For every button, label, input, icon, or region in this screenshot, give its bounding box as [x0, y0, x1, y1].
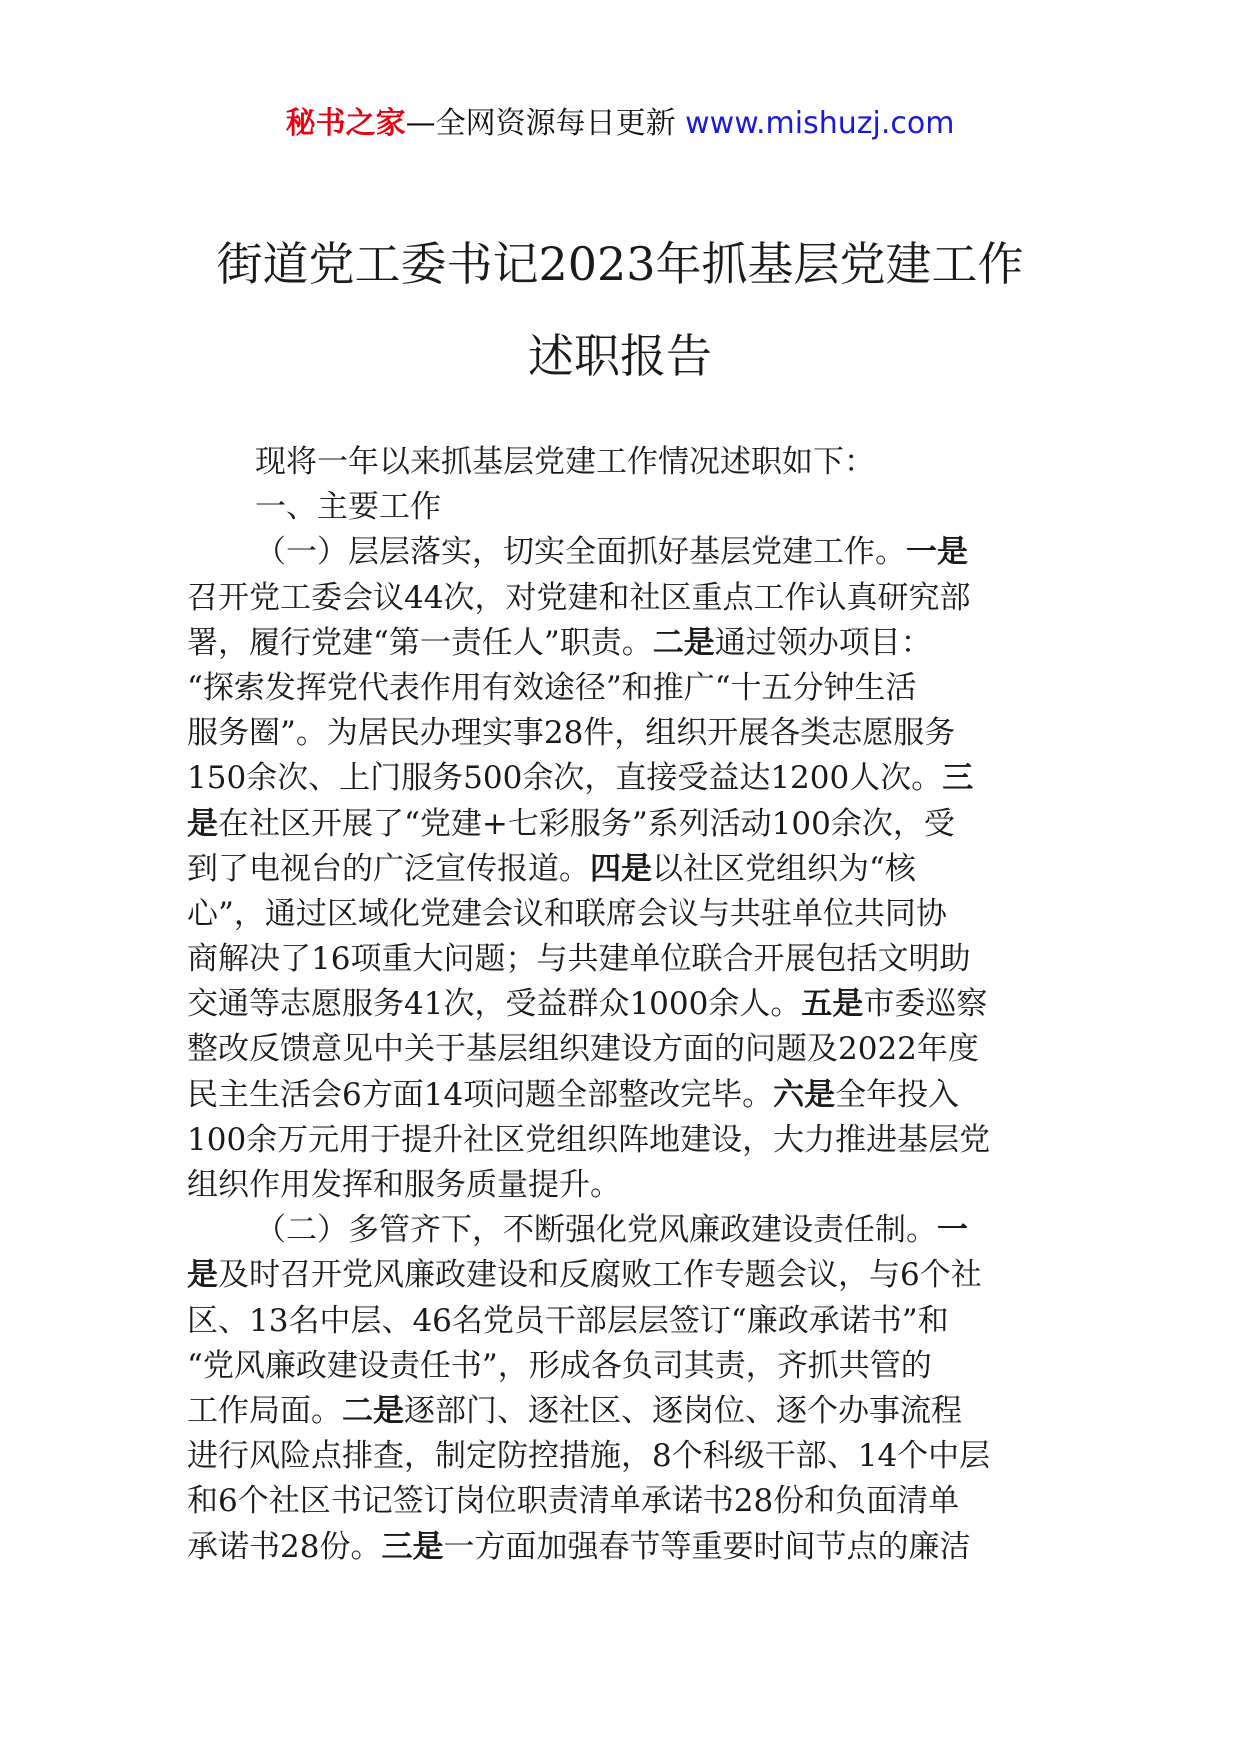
body-line	[187, 1525, 1057, 1570]
body-line-content	[255, 489, 441, 525]
body-line-content	[255, 444, 875, 480]
body-text-segment: 署，履行党建“第一责任人”职责。	[187, 624, 653, 661]
body-line-content	[255, 534, 968, 570]
body-line-content	[187, 1303, 949, 1339]
body-line-content	[187, 1348, 932, 1384]
body-text-segment: 现将一年以来抓基层党建工作情况述职如下：	[255, 444, 875, 480]
body-line-content	[187, 1077, 959, 1113]
body-text-segment: 服务圈”。为居民办理实事28件，组织开展各类志愿服务	[187, 715, 956, 752]
body-text-segment: 市委巡察	[863, 986, 988, 1023]
ordinal-marker: 三	[942, 760, 974, 797]
body-text-segment: 区、13名中层、46名党员干部层层签订“廉政承诺书”和	[187, 1302, 949, 1339]
body-text-segment: 整改反馈意见中关于基层组织建设方面的问题及2022年度	[187, 1031, 979, 1068]
body-text-segment: 在社区开展了“党建+七彩服务”系列活动100余次，受	[218, 805, 955, 842]
body-line-content	[187, 986, 987, 1022]
body-line	[187, 1253, 1057, 1298]
body-text-segment: 一方面加强春节等重要时间节点的廉洁	[443, 1528, 971, 1565]
site-url-link[interactable]: www.mishuzj.com	[685, 106, 955, 141]
body-text-segment: “党风廉政建设责任书”，形成各负司其责，齐抓共管的	[187, 1347, 932, 1384]
body-line	[187, 1344, 1057, 1389]
body-text-segment: 承诺书28份。	[187, 1528, 382, 1565]
body-line-content	[187, 806, 955, 842]
body-line	[187, 530, 1057, 575]
body-text-segment: 150余次、上门服务500余次，直接受益达1200人次。	[187, 760, 943, 797]
body-line	[187, 1163, 1057, 1208]
ordinal-marker: 二是	[342, 1392, 404, 1429]
body-text-segment: 100余万元用于提升社区党组织阵地建设，大力推进基层党	[187, 1121, 991, 1158]
body-line-content	[187, 1167, 621, 1203]
body-text-segment: 民主生活会6方面14项问题全部整改完毕。	[187, 1076, 774, 1113]
ordinal-marker: 是	[187, 1257, 218, 1294]
ordinal-marker: 三是	[381, 1528, 444, 1565]
body-text-segment: 逐部门、逐社区、逐岗位、逐个办事流程	[404, 1392, 962, 1429]
body-line	[187, 440, 1057, 485]
body-text-segment: 到了电视台的广泛宣传报道。	[187, 850, 590, 887]
body-line	[187, 1118, 1057, 1163]
body-line	[187, 485, 1057, 530]
ordinal-marker: 六是	[773, 1076, 836, 1113]
body-text-segment: 全年投入	[835, 1076, 960, 1113]
body-line-content	[187, 1031, 979, 1067]
ordinal-marker: 四是	[590, 850, 652, 887]
body-text-segment: 心”，通过区域化党建会议和联席会议与共驻单位共同协	[187, 895, 947, 932]
ordinal-marker: 一是	[906, 534, 968, 571]
body-line-content	[187, 1529, 970, 1565]
body-line	[187, 1073, 1057, 1118]
body-line	[187, 847, 1057, 892]
body-text-segment: 一、主要工作	[255, 489, 441, 526]
body-text-segment: （二）多管齐下，不断强化党风廉政建设责任制。	[255, 1212, 937, 1249]
ordinal-marker: 是	[187, 805, 218, 842]
body-text-segment: 召开党工委会议44次，对党建和社区重点工作认真研究部	[187, 579, 971, 616]
body-line	[187, 1434, 1057, 1479]
body-line	[187, 1389, 1057, 1434]
body-line	[187, 711, 1057, 756]
body-line-content	[187, 851, 916, 887]
body-line	[187, 1208, 1057, 1253]
body-text-segment: 通过领办项目：	[714, 624, 932, 661]
document-title-line-2: 述职报告	[528, 329, 712, 383]
body-line-content	[255, 1212, 968, 1248]
site-header-banner	[0, 104, 1240, 144]
body-line-content	[187, 1393, 962, 1429]
body-text-segment: 及时召开党风廉政建设和反腐败工作专题会议，与6个社	[218, 1257, 982, 1294]
body-line-content	[187, 1438, 990, 1474]
body-line-content	[187, 625, 932, 661]
body-line-content	[187, 580, 970, 616]
body-line	[187, 892, 1057, 937]
body-line	[187, 621, 1057, 666]
body-text-segment: 商解决了16项重大问题；与共建单位联合开展包括文明助	[187, 941, 971, 978]
body-line-content	[187, 760, 973, 796]
body-text-segment: 和6个社区书记签订岗位职责清单承诺书28份和负面清单	[187, 1483, 960, 1520]
body-text-segment: 交通等志愿服务41次，受益群众1000余人。	[187, 986, 802, 1023]
body-text-segment: 进行风险点排查，制定防控措施，8个科级干部、14个中层	[187, 1438, 991, 1475]
body-line-content	[187, 715, 955, 751]
body-line-content	[187, 670, 917, 706]
body-text-segment: “探索发挥党代表作用有效途径”和推广“十五分钟生活	[187, 669, 917, 706]
body-line	[187, 937, 1057, 982]
document-body	[187, 440, 1057, 1570]
body-line	[187, 756, 1057, 801]
body-text-segment: 工作局面。	[187, 1392, 342, 1429]
body-line-content	[187, 1257, 982, 1293]
body-line	[187, 982, 1057, 1027]
body-line-content	[187, 1122, 990, 1158]
body-line-content	[187, 896, 947, 932]
body-line	[187, 1299, 1057, 1344]
body-line	[187, 1479, 1057, 1524]
body-line	[187, 576, 1057, 621]
body-line	[187, 1027, 1057, 1072]
document-title-line-1: 街道党工委书记2023年抓基层党建工作	[216, 237, 1024, 291]
body-text-segment: （一）层层落实，切实全面抓好基层党建工作。	[255, 534, 906, 571]
brand-name: 秘书之家	[285, 106, 406, 141]
body-text-segment: 组织作用发挥和服务质量提升。	[187, 1167, 621, 1203]
body-line	[187, 666, 1057, 711]
body-line	[187, 802, 1057, 847]
body-line-content	[187, 941, 970, 977]
ordinal-marker: 五是	[801, 986, 864, 1023]
ordinal-marker: 一	[937, 1212, 968, 1249]
ordinal-marker: 二是	[652, 624, 715, 661]
body-text-segment: 以社区党组织为“核	[652, 850, 916, 887]
header-slogan: —全网资源每日更新	[405, 106, 686, 141]
body-line-content	[187, 1483, 959, 1519]
